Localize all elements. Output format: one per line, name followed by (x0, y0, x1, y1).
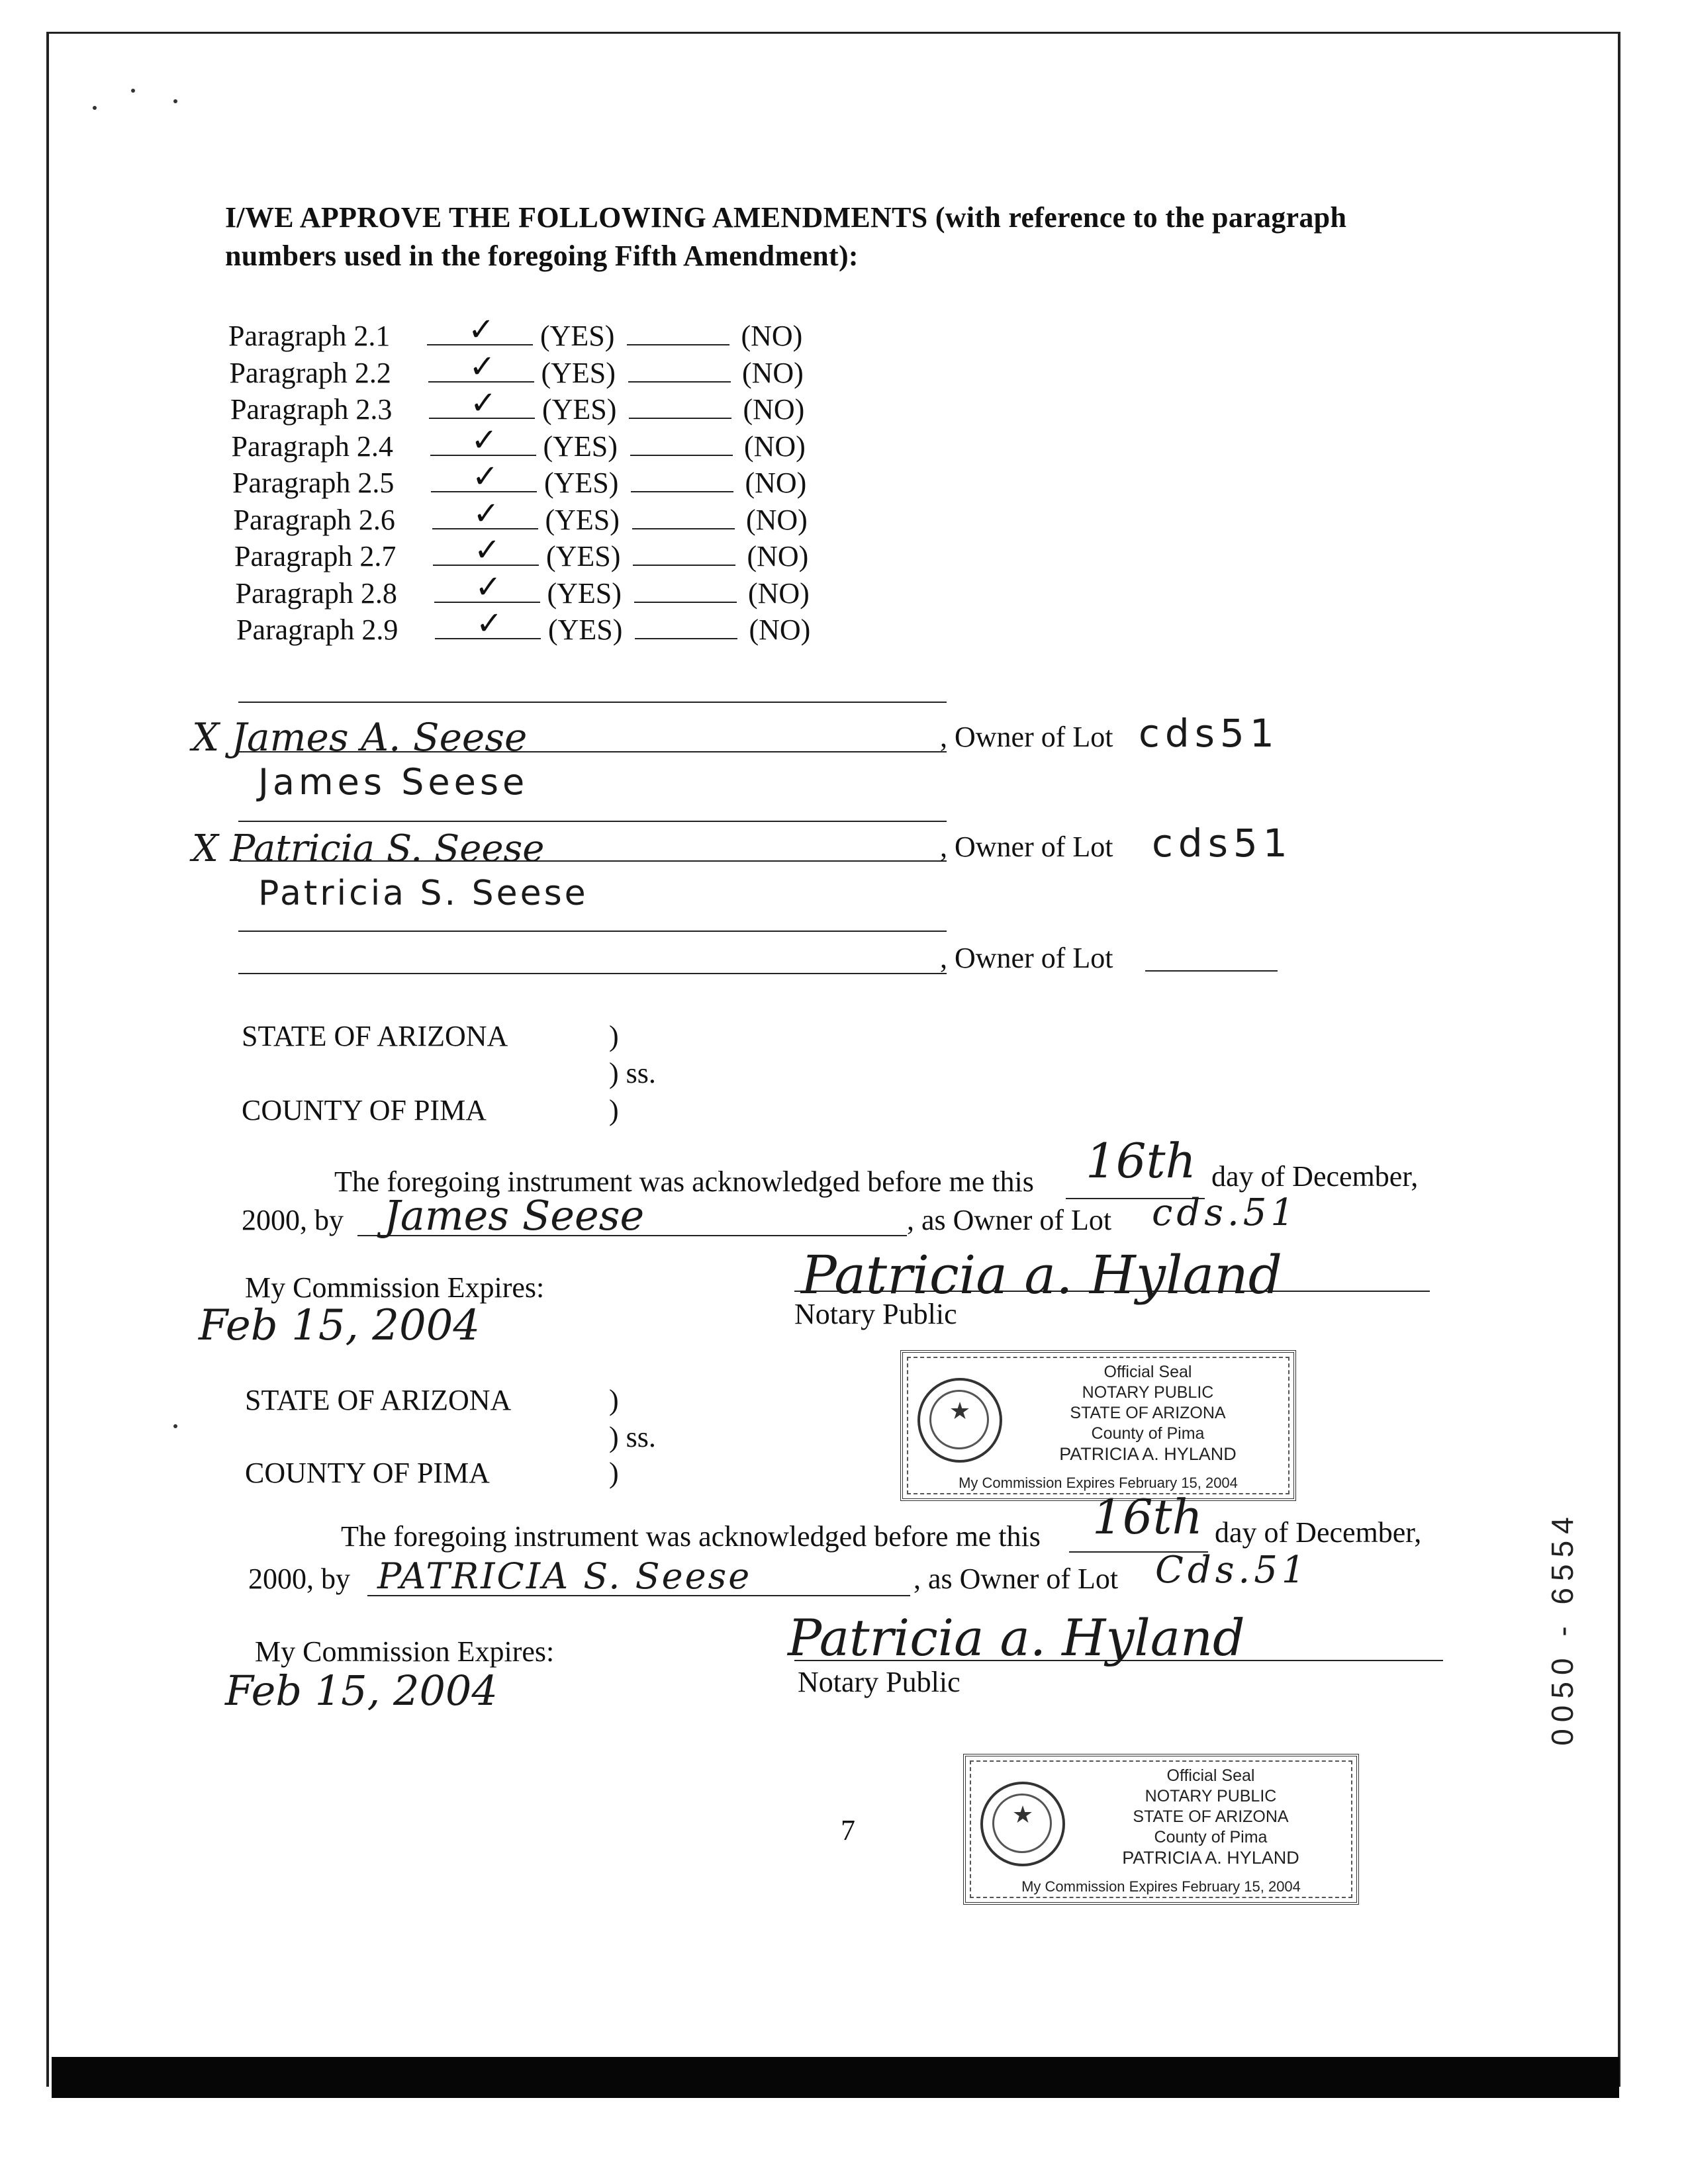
no-blank (630, 431, 733, 456)
notary-public-label: Notary Public (794, 1298, 957, 1330)
notary-seal-2 (963, 1754, 1359, 1905)
bracket: ) (609, 1384, 619, 1416)
scan-speck (93, 106, 97, 110)
yes-label: (YES) (546, 540, 621, 572)
checkmark-icon: ✓ (472, 458, 499, 495)
signature-line (238, 973, 947, 974)
month-text: day of December, (1211, 1160, 1419, 1193)
owner-printed-name: James Seese (258, 761, 529, 803)
seal-line: County of Pima (1091, 1424, 1205, 1443)
notary-public-label: Notary Public (798, 1666, 961, 1698)
seal-line: NOTARY PUBLIC (1145, 1787, 1277, 1805)
owner-printed-name: Patricia S. Seese (258, 874, 588, 913)
seal-line: PATRICIA A. HYLAND (1059, 1444, 1237, 1464)
yes-label: (YES) (544, 467, 619, 499)
owner-signature: X James A. Seese (192, 715, 528, 760)
paragraph-approval-row (229, 347, 804, 390)
yes-blank (429, 385, 535, 422)
as-owner-label: , as Owner of Lot (914, 1563, 1119, 1595)
arizona-seal-emblem-icon: ★ (917, 1378, 1002, 1463)
owner-of-lot-label: , Owner of Lot (940, 942, 1113, 974)
paragraph-label: Paragraph 2.7 (234, 540, 397, 572)
owner-of-lot-label: , Owner of Lot (940, 831, 1113, 863)
acknowledgment-day: 16th (1086, 1133, 1196, 1189)
no-label: (NO) (745, 503, 808, 536)
state-label: STATE OF ARIZONA (245, 1384, 512, 1416)
owner-of-lot-label: , Owner of Lot (940, 721, 1113, 753)
yes-blank (432, 494, 538, 532)
checkmark-icon: ✓ (474, 531, 501, 569)
signature-line (238, 821, 947, 822)
no-blank (628, 357, 731, 383)
seal-expiration: My Commission Expires February 15, 2004 (959, 1475, 1238, 1491)
no-blank (629, 394, 731, 419)
paragraph-approval-row (230, 385, 805, 426)
yes-label: (YES) (547, 576, 622, 610)
owner-signature: X Patricia S. Seese (192, 827, 545, 870)
seal-line: Official Seal (1166, 1766, 1255, 1785)
as-owner-label: , as Owner of Lot (907, 1204, 1112, 1236)
page-number: 7 (841, 1814, 855, 1846)
scan-speck (131, 89, 135, 93)
checkmark-icon: ✓ (471, 421, 498, 459)
seal-line: STATE OF ARIZONA (1070, 1404, 1226, 1422)
month-text: day of December, (1215, 1516, 1422, 1549)
paragraph-label: Paragraph 2.2 (229, 356, 391, 389)
yes-label: (YES) (545, 503, 620, 536)
yes-label: (YES) (543, 430, 618, 463)
side-document-id-text: 0050 - 6554 (1545, 1510, 1579, 1746)
checkmark-icon: ✓ (469, 347, 496, 385)
acknowledgment-text: The foregoing instrument was acknowledged before me this (334, 1165, 1034, 1198)
yes-label: (YES) (540, 320, 615, 352)
acknowledgment-day: 16th (1092, 1489, 1203, 1545)
year-by-label: 2000, by (248, 1563, 350, 1595)
paragraph-label: Paragraph 2.1 (228, 320, 391, 352)
yes-blank (435, 605, 541, 642)
heading-line-1: I/WE APPROVE THE FOLLOWING AMENDMENTS (with reference to the paragraph (225, 201, 1347, 234)
no-blank (635, 614, 737, 639)
yes-label: (YES) (541, 356, 616, 389)
arizona-seal-emblem-icon: ★ (980, 1782, 1065, 1866)
checkmark-icon: ✓ (475, 568, 502, 606)
no-blank (627, 320, 729, 345)
checkmark-icon: ✓ (468, 311, 495, 348)
notary-seal-1 (900, 1350, 1296, 1501)
side-document-id (1542, 1456, 1582, 1800)
no-blank (632, 504, 735, 529)
yes-blank (428, 347, 534, 385)
no-label: (NO) (743, 430, 806, 463)
scan-speck (173, 99, 177, 103)
no-blank (634, 578, 737, 603)
acknowledged-person: PATRICIA S. Seese (377, 1555, 752, 1597)
yes-blank (430, 421, 536, 459)
ss-label: ) ss. (609, 1057, 656, 1089)
no-label: (NO) (741, 320, 803, 352)
seal-text (1009, 1362, 1287, 1465)
acknowledgment-text: The foregoing instrument was acknowledged before me this (341, 1520, 1041, 1553)
acknowledged-person: James Seese (384, 1191, 645, 1240)
seal-expiration: My Commission Expires February 15, 2004 (1021, 1878, 1301, 1895)
paragraph-approval-row (234, 531, 809, 573)
acknowledged-lot: cds.51 (1152, 1191, 1299, 1234)
commission-expires-date: Feb 15, 2004 (199, 1301, 481, 1350)
county-label: COUNTY OF PIMA (245, 1457, 490, 1489)
amendments-heading (225, 199, 1346, 275)
seal-line: NOTARY PUBLIC (1082, 1383, 1214, 1402)
paragraph-approval-row (235, 568, 810, 610)
paragraph-label: Paragraph 2.8 (235, 576, 397, 610)
yes-blank (427, 311, 533, 348)
bracket: ) (609, 1457, 619, 1489)
no-label: (NO) (745, 467, 807, 499)
notary-signature: Patricia a. Hyland (788, 1608, 1245, 1667)
paragraph-label: Paragraph 2.4 (231, 430, 393, 463)
no-blank (633, 541, 735, 566)
signature-line (238, 702, 947, 703)
county-label: COUNTY OF PIMA (242, 1094, 487, 1126)
paragraph-approval-row (228, 311, 803, 353)
acknowledged-lot: Cds.51 (1155, 1549, 1309, 1592)
no-label: (NO) (741, 356, 804, 389)
paragraph-approval-row (231, 421, 806, 463)
commission-expires-date: Feb 15, 2004 (225, 1666, 498, 1715)
state-label: STATE OF ARIZONA (242, 1020, 508, 1052)
no-label: (NO) (749, 614, 811, 646)
heading-line-2: numbers used in the foregoing Fifth Amendment): (225, 240, 859, 272)
bracket: ) (609, 1020, 619, 1052)
no-blank (631, 467, 733, 492)
no-label: (NO) (747, 540, 809, 572)
owner-lot-number: cds51 (1139, 711, 1280, 756)
paragraph-label: Paragraph 2.3 (230, 393, 393, 426)
paragraph-approval-row (233, 494, 808, 537)
year-by-label: 2000, by (242, 1204, 344, 1236)
commission-label: My Commission Expires: (245, 1271, 545, 1304)
checkmark-icon: ✓ (473, 494, 500, 532)
yes-blank (433, 531, 539, 569)
notary-signature: Patricia a. Hyland (801, 1244, 1282, 1306)
lot-number-blank (1145, 970, 1278, 972)
seal-text (1072, 1766, 1350, 1868)
commission-label: My Commission Expires: (255, 1635, 555, 1668)
yes-blank (434, 568, 540, 606)
paragraph-label: Paragraph 2.5 (232, 467, 395, 499)
yes-label: (YES) (548, 614, 623, 646)
scan-speck (173, 1424, 177, 1428)
seal-line: STATE OF ARIZONA (1133, 1807, 1289, 1826)
paragraph-label: Paragraph 2.6 (233, 503, 395, 536)
signature-line (238, 931, 947, 932)
seal-line: County of Pima (1154, 1828, 1268, 1846)
seal-line: PATRICIA A. HYLAND (1122, 1848, 1299, 1868)
scan-bottom-bar (52, 2057, 1619, 2098)
checkmark-icon: ✓ (470, 385, 497, 422)
bracket: ) (609, 1094, 619, 1126)
no-label: (NO) (743, 393, 805, 426)
ss-label: ) ss. (609, 1421, 656, 1453)
yes-blank (431, 458, 537, 495)
paragraph-approval-row (232, 458, 807, 500)
paragraph-approval-row (236, 605, 811, 647)
paragraph-label: Paragraph 2.9 (236, 614, 399, 646)
yes-label: (YES) (542, 393, 617, 426)
owner-lot-number: cds51 (1152, 821, 1293, 866)
seal-line: Official Seal (1103, 1363, 1192, 1381)
no-label: (NO) (747, 576, 810, 610)
checkmark-icon: ✓ (476, 605, 503, 642)
